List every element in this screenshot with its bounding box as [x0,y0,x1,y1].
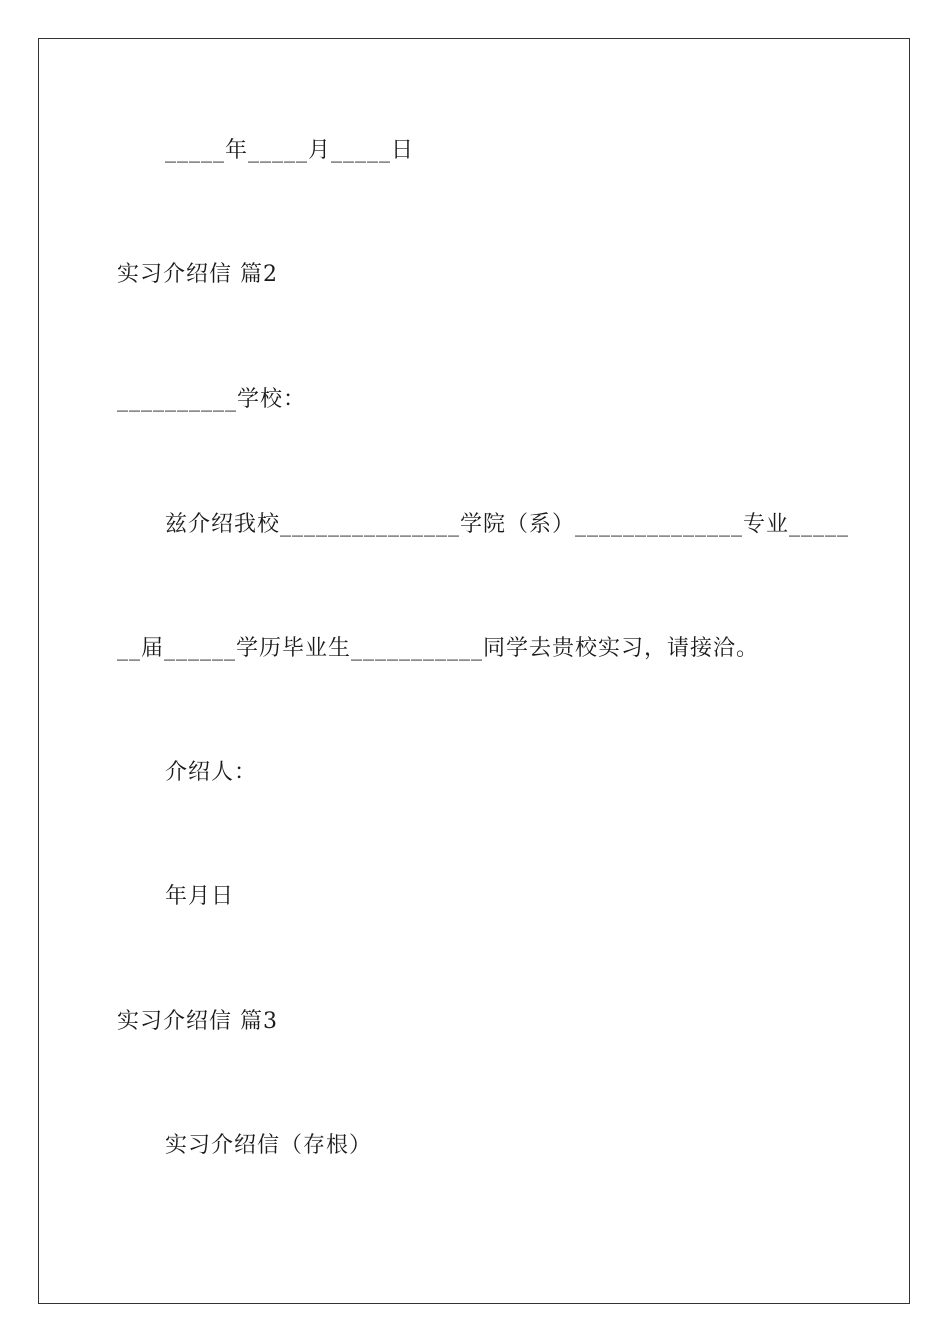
page-frame [38,38,910,1304]
body-line-2: __届______学历毕业生___________同学去贵校实习，请接洽。 [117,636,760,661]
date-line: _____年_____月_____日 [165,138,415,163]
section-title-2: 实习介绍信 篇2 [117,262,278,287]
stub-title: 实习介绍信（存根） [165,1133,373,1158]
body-line-1: 兹介绍我校_______________学院（系）______________专业_____ [165,512,850,537]
date-label: 年月日 [165,884,235,909]
school-salutation: __________学校： [117,387,307,412]
section-title-3: 实习介绍信 篇3 [117,1009,278,1034]
introducer-label: 介绍人： [165,760,258,785]
